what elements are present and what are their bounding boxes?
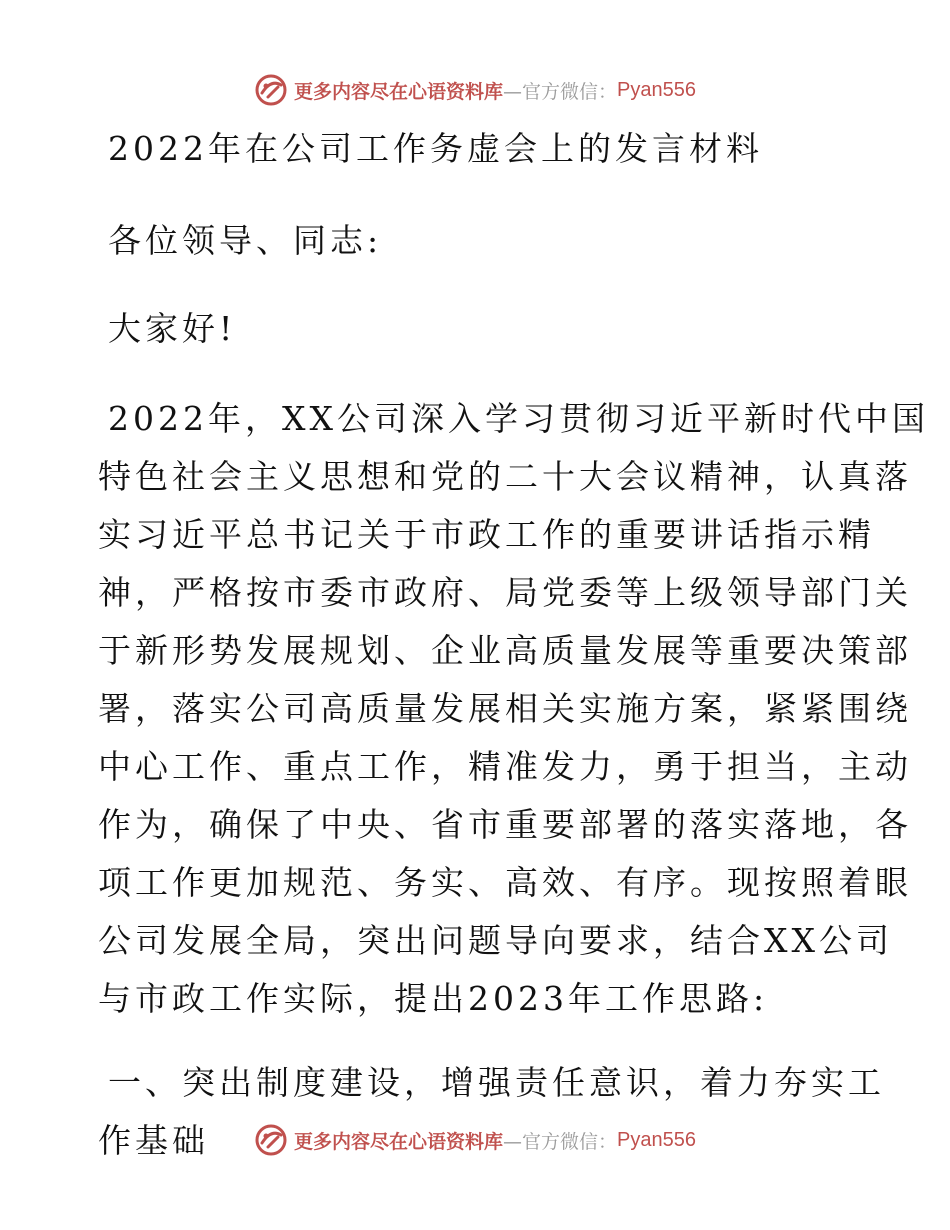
paragraph-line: 实习近平总书记关于市政工作的重要讲话指示精 xyxy=(98,515,875,554)
watermark-text: 更多内容尽在心语资料库 xyxy=(294,1130,504,1153)
greeting: 各位领导、同志: xyxy=(108,221,383,260)
paragraph-line: 公司发展全局，突出问题导向要求，结合XX公司 xyxy=(98,921,893,960)
footer-watermark-banner xyxy=(0,1118,950,1162)
watermark-text: 更多内容尽在心语资料库 xyxy=(294,80,504,103)
paragraph-line: 神，严格按市委市政府、局党委等上级领导部门关 xyxy=(98,573,912,612)
document-body xyxy=(98,120,929,1170)
paragraph-line: 于新形势发展规划、企业高质量发展等重要决策部 xyxy=(98,631,912,670)
paragraph-line: 署，落实公司高质量发展相关实施方案，紧紧围绕 xyxy=(98,689,912,728)
header-watermark-banner xyxy=(0,68,950,112)
section-heading-line: 一、突出制度建设，增强责任意识，着力夯实工 xyxy=(108,1063,885,1102)
wechat-id: Pyan556 xyxy=(617,1128,696,1151)
main-paragraph xyxy=(98,390,929,1028)
paragraph-line: 特色社会主义思想和党的二十大会议精神，认真落 xyxy=(98,457,912,496)
document-title: 2022年在公司工作务虚会上的发言材料 xyxy=(108,129,763,168)
brand-logo-icon xyxy=(254,1123,288,1157)
paragraph-line: 中心工作、重点工作，精准发力，勇于担当，主动 xyxy=(98,747,912,786)
watermark-separator: —官方微信： xyxy=(503,80,618,103)
paragraph-line: 作为，确保了中央、省市重要部署的落实落地，各 xyxy=(98,805,912,844)
wechat-id: Pyan556 xyxy=(617,78,696,101)
watermark-separator: —官方微信： xyxy=(503,1130,618,1153)
paragraph-line: 项工作更加规范、务实、高效、有序。现按照着眼 xyxy=(98,863,912,902)
section-heading-line: 作基础 xyxy=(98,1121,209,1160)
paragraph-line: 2022年，XX公司深入学习贯彻习近平新时代中国 xyxy=(108,399,929,438)
brand-logo-icon xyxy=(254,73,288,107)
paragraph-line: 与市政工作实际，提出2023年工作思路: xyxy=(98,979,769,1018)
salutation: 大家好! xyxy=(108,309,237,348)
